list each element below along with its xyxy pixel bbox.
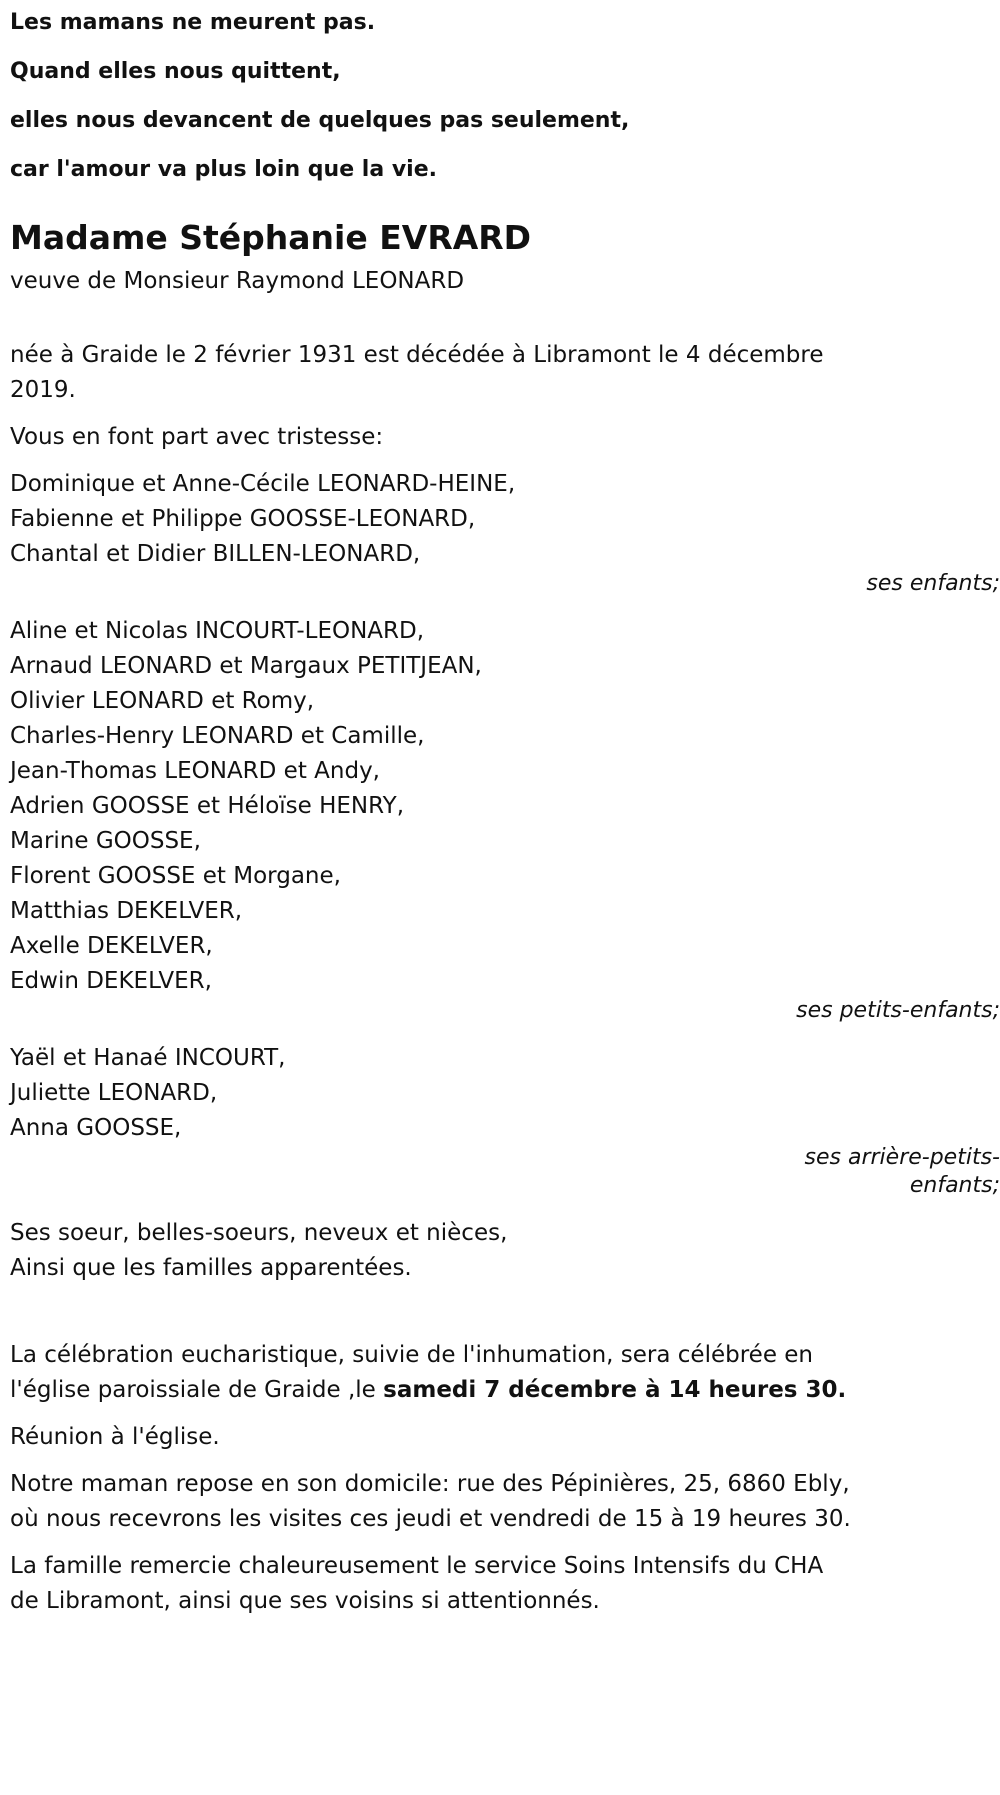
ceremony-line — [10, 1373, 1000, 1408]
family-name: Juliette LEONARD, — [10, 1080, 218, 1106]
thanks-line: La famille remercie chaleureusement le service Soins Intensifs du CHA — [10, 1553, 824, 1579]
birth-death-paragraph — [10, 338, 1000, 408]
family-group-grandchildren — [10, 614, 1000, 1027]
family-name: Adrien GOOSSE et Héloïse HENRY, — [10, 793, 405, 819]
ceremony-date-time: samedi 7 décembre à 14 heures 30. — [383, 1377, 847, 1403]
meeting-paragraph — [10, 1420, 1000, 1455]
announce-line: Vous en font part avec tristesse: — [10, 424, 384, 450]
others-line: Ainsi que les familles apparentées. — [10, 1255, 412, 1281]
family-name: Olivier LEONARD et Romy, — [10, 688, 315, 714]
deceased-name: Madame Stéphanie EVRARD — [10, 218, 532, 257]
family-name: Yaël et Hanaé INCOURT, — [10, 1045, 286, 1071]
family-name: Matthias DEKELVER, — [10, 898, 243, 924]
relation-label: ses arrière-petits- — [804, 1145, 1000, 1170]
widow-of-line: veuve de Monsieur Raymond LEONARD — [10, 268, 465, 294]
relation-label: ses enfants; — [866, 571, 1000, 596]
family-group-children — [10, 467, 1000, 600]
poem-line: Quand elles nous quittent, — [10, 59, 341, 84]
ceremony-line: La célébration eucharistique, suivie de l'inhumation, sera célébrée en — [10, 1342, 814, 1368]
family-name: Dominique et Anne-Cécile LEONARD-HEINE, — [10, 471, 516, 497]
others-line: Ses soeur, belles-soeurs, neveux et nièces, — [10, 1220, 508, 1246]
family-name: Marine GOOSSE, — [10, 828, 201, 854]
others-paragraph — [10, 1216, 1000, 1286]
announce-paragraph — [10, 420, 1000, 455]
thanks-line: de Libramont, ainsi que ses voisins si attentionnés. — [10, 1588, 600, 1614]
ceremony-location-text: l'église paroissiale de Graide ,le — [10, 1377, 384, 1403]
family-name: Chantal et Didier BILLEN-LEONARD, — [10, 541, 421, 567]
family-name: Florent GOOSSE et Morgane, — [10, 863, 341, 889]
poem — [10, 9, 1000, 184]
obituary-page — [0, 9, 1000, 1619]
family-name: Arnaud LEONARD et Margaux PETITJEAN, — [10, 653, 482, 679]
rest-line: Notre maman repose en son domicile: rue des Pépinières, 25, 6860 Ebly, — [10, 1471, 850, 1497]
family-name: Charles-Henry LEONARD et Camille, — [10, 723, 425, 749]
family-group-great-grandchildren — [10, 1041, 1000, 1202]
poem-line: elles nous devancent de quelques pas seulement, — [10, 108, 630, 133]
family-name: Jean-Thomas LEONARD et Andy, — [10, 758, 380, 784]
ceremony-paragraph — [10, 1338, 1000, 1408]
family-name: Anna GOOSSE, — [10, 1115, 182, 1141]
family-name: Fabienne et Philippe GOOSSE-LEONARD, — [10, 506, 476, 532]
family-name: Axelle DEKELVER, — [10, 933, 213, 959]
rest-paragraph — [10, 1467, 1000, 1537]
rest-line: où nous recevrons les visites ces jeudi et vendredi de 15 à 19 heures 30. — [10, 1506, 851, 1532]
family-name: Edwin DEKELVER, — [10, 968, 212, 994]
meeting-line: Réunion à l'église. — [10, 1424, 220, 1450]
birth-death-line: 2019. — [10, 377, 76, 403]
birth-death-line: née à Graide le 2 février 1931 est décédée à Libramont le 4 décembre — [10, 342, 824, 368]
poem-line: Les mamans ne meurent pas. — [10, 10, 376, 35]
relation-label: enfants; — [909, 1173, 1000, 1198]
thanks-paragraph — [10, 1549, 1000, 1619]
poem-line: car l'amour va plus loin que la vie. — [10, 157, 437, 182]
family-name: Aline et Nicolas INCOURT-LEONARD, — [10, 618, 425, 644]
relation-label: ses petits-enfants; — [796, 998, 1000, 1023]
